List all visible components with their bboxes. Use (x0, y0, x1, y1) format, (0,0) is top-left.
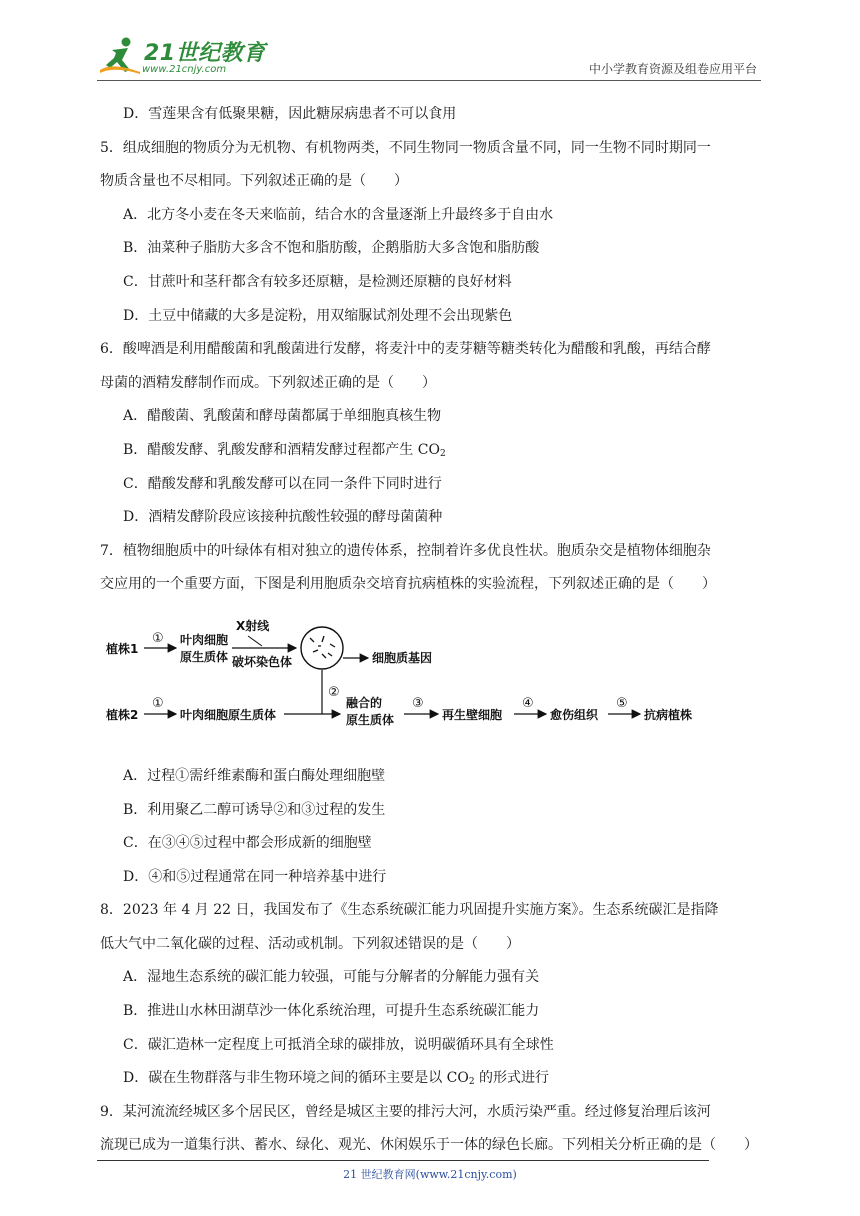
q6-option-b (100, 434, 765, 468)
q6-option-b-subscript: 2 (439, 448, 446, 459)
q9-stem-line2: 流现已成为一道集行洪、蓄水、绿化、观光、休闲娱乐于一体的绿色长廊。下列相关分析正确的是（ ） (100, 1137, 758, 1154)
q6-option-d: D．酒精发酵阶段应该接种抗酸性较强的酵母菌菌种 (123, 509, 443, 526)
q8-option-b: B．推进山水林田湖草沙一体化系统治理，可提升生态系统碳汇能力 (123, 1003, 540, 1020)
q5-stem-line1: 5．组成细胞的物质分为无机物、有机物两类，不同生物同一物质含量不同，同一生物不同时期同一 (100, 139, 711, 156)
protoplast1-line1: 叶肉细胞 (180, 632, 229, 647)
q7-option-a: A．过程①需纤维素酶和蛋白酶处理细胞壁 (123, 767, 386, 784)
q6-stem-line2: 母菌的酒精发酵制作而成。下列叙述正确的是（ ） (100, 374, 436, 391)
header-divider (97, 80, 761, 81)
q4-option-d: D．雪莲果含有低聚果糖，因此糖尿病患者不可以食用 (123, 106, 457, 122)
plant2-label: 植株2 (106, 707, 139, 722)
q9-stem-line1: 9．某河流流经城区多个居民区，曾经是城区主要的排污大河，水质污染严重。经过修复治理后该河 (100, 1103, 711, 1120)
fused-line2: 原生质体 (346, 712, 395, 727)
q8-option-d (100, 1062, 765, 1096)
step5-label: ⑤ (616, 695, 628, 711)
logo-url: www.21cnjy.com (142, 64, 227, 75)
xray-label: X射线 (236, 618, 270, 633)
resistant-label: 抗病植株 (644, 707, 693, 722)
step1-bottom-label: ① (152, 695, 164, 711)
flow-diagram-svg (100, 606, 740, 754)
q8-option-d-tail: 的形式进行 (474, 1070, 550, 1087)
logo (98, 36, 288, 80)
cell-circle (301, 627, 343, 669)
q6-option-b-text: B．醋酸发酵、乳酸发酵和酒精发酵过程都产生 CO (123, 441, 440, 458)
q8-stem-line1: 8．2023 年 4 月 22 日，我国发布了《生态系统碳汇能力巩固提升实施方案》。生态系统碳汇是指降 (100, 902, 719, 919)
platform-name: 中小学教育资源及组卷应用平台 (588, 62, 757, 76)
q6-stem-line1: 6．酸啤酒是利用醋酸菌和乳酸菌进行发酵，将麦汁中的麦芽糖等糖类转化为醋酸和乳酸，再结合酵 (100, 341, 711, 358)
q7-stem-line2: 交应用的一个重要方面，下图是利用胞质杂交培育抗病植株的实验流程，下列叙述正确的是（ ） (100, 576, 716, 593)
q5-stem-line2: 物质含量也不尽相同。下列叙述正确的是（ ） (100, 173, 408, 190)
q8-stem-line2: 低大气中二氧化碳的过程、活动或机制。下列叙述错误的是（ ） (100, 935, 520, 952)
step4-label: ④ (522, 695, 534, 711)
step1-top-label: ① (152, 630, 164, 646)
page-header (0, 0, 860, 84)
q5-option-d: D．土豆中储藏的大多是淀粉，用双缩脲试剂处理不会出现紫色 (123, 307, 513, 324)
q8-option-c: C．碳汇造林一定程度上可抵消全球的碳排放，说明碳循环具有全球性 (123, 1036, 554, 1053)
protoplast1-line2: 原生质体 (180, 649, 229, 664)
step3-label: ③ (412, 695, 424, 711)
fused-line1: 融合的 (346, 695, 383, 710)
q8-option-d-text: D．碳在生物群落与非生物环境之间的循环主要是以 CO (123, 1070, 469, 1087)
q7-flow-diagram (100, 606, 765, 754)
protoplast2-label: 叶肉细胞原生质体 (180, 707, 277, 722)
footer-text: 21 世纪教育网(www.21cnjy.com) (343, 1168, 517, 1181)
regen-label: 再生壁细胞 (442, 707, 503, 722)
step2-label: ② (328, 684, 340, 700)
xray-ray (248, 636, 262, 646)
q8-option-d-subscript: 2 (468, 1077, 475, 1088)
q7-option-b: B．利用聚乙二醇可诱导②和③过程的发生 (123, 801, 386, 818)
destroy-label: 破坏染色体 (232, 654, 293, 669)
plant1-label: 植株1 (106, 641, 139, 656)
q7-stem-line1: 7．植物细胞质中的叶绿体有相对独立的遗传体系，控制着许多优良性状。胞质杂交是植物体细胞杂 (100, 542, 711, 559)
logo-text: 21世纪教育 (144, 41, 266, 66)
q6-option-c: C．醋酸发酵和乳酸发酵可以在同一条件下同时进行 (123, 475, 442, 492)
callus-label: 愈伤组织 (550, 707, 599, 722)
q7-option-c: C．在③④⑤过程中都会形成新的细胞壁 (123, 835, 372, 852)
q5-option-a: A．北方冬小麦在冬天来临前，结合水的含量逐渐上升最终多于自由水 (123, 206, 554, 223)
q7-option-d: D．④和⑤过程通常在同一种培养基中进行 (123, 868, 387, 885)
cyto-gene-label: 细胞质基因 (372, 650, 433, 665)
q5-option-b: B．油菜种子脂肪大多含不饱和脂肪酸，企鹅脂肪大多含饱和脂肪酸 (123, 240, 540, 257)
q5-option-c: C．甘蔗叶和茎秆都含有较多还原糖，是检测还原糖的良好材料 (123, 273, 512, 290)
footer-divider (97, 1160, 709, 1161)
runner-icon (98, 36, 142, 76)
q6-option-a: A．醋酸菌、乳酸菌和酵母菌都属于单细胞真核生物 (123, 408, 442, 425)
q8-option-a: A．湿地生态系统的碳汇能力较强，可能与分解者的分解能力强有关 (123, 969, 540, 986)
page-content (100, 98, 765, 1163)
